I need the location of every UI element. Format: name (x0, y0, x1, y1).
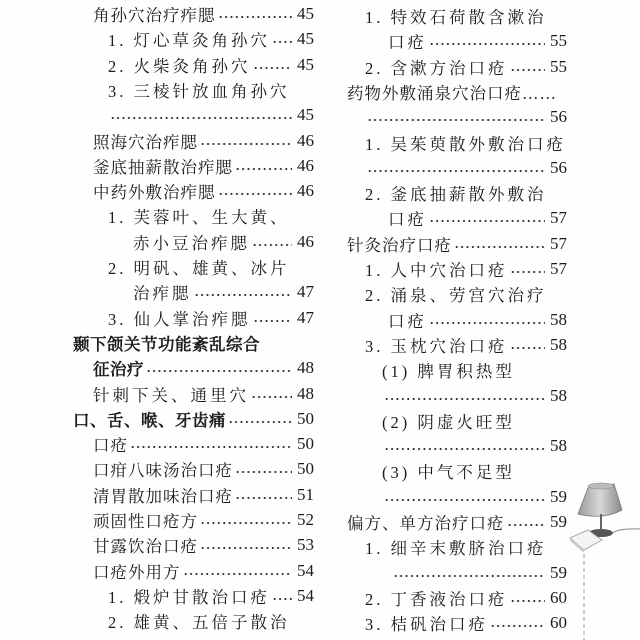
toc-page-number: 45 (297, 54, 314, 74)
toc-page-number: 51 (297, 484, 314, 504)
toc-entry-title: 1. 灯心草灸角孙穴 (108, 31, 270, 51)
toc-page-number: 45 (297, 4, 314, 23)
toc-page-number: 53 (297, 535, 314, 555)
toc-entry[interactable] (382, 358, 515, 382)
toc-entry[interactable] (382, 459, 515, 483)
dot-leader (490, 611, 545, 635)
dot-leader (384, 384, 545, 408)
dot-leader (367, 105, 545, 129)
toc-entry[interactable] (382, 434, 567, 458)
toc-page-number: 54 (297, 585, 314, 605)
toc-page-number: 46 (297, 231, 314, 251)
dot-leader (510, 586, 546, 610)
toc-page-number: 59 (550, 562, 567, 582)
toc-entry-title: 颞下颌关节功能紊乱综合 (73, 334, 260, 354)
toc-entry-title: 针灸治疗口疮 (347, 235, 452, 255)
toc-page-number: 56 (550, 157, 567, 177)
toc-page-number: 46 (297, 155, 314, 175)
toc-entry-title: 治痄腮 (133, 284, 192, 304)
toc-entry-title: 1. 特效石荷散含漱治 (365, 8, 547, 27)
toc-entry[interactable] (388, 206, 567, 230)
toc-entry[interactable] (365, 535, 547, 559)
toc-page-number: 47 (297, 282, 314, 302)
toc-page-number: 60 (550, 613, 567, 633)
toc-entry-title: 口疮 (388, 311, 427, 331)
toc-entry-title: (2) 阴虚火旺型 (382, 412, 515, 432)
toc-entry[interactable] (388, 308, 567, 332)
toc-entry-title: 顽固性口疮方 (93, 512, 198, 531)
toc-page-number: 48 (297, 358, 314, 378)
toc-page-number: 57 (550, 208, 567, 228)
toc-entry[interactable] (365, 282, 547, 306)
toc-page-number: 55 (550, 31, 567, 51)
toc-entry-title: 2. 涌泉、劳宫穴治疗 (365, 286, 547, 306)
toc-page-number: 57 (550, 233, 567, 253)
toc-entry[interactable] (382, 485, 567, 509)
toc-entry[interactable] (365, 105, 567, 129)
toc-entry[interactable] (365, 181, 547, 205)
toc-entry-title: 针刺下关、通里穴 (93, 385, 249, 405)
toc-page-number: 46 (297, 181, 314, 201)
toc-page-number: 54 (297, 560, 314, 580)
toc-page-number: 48 (297, 383, 314, 403)
toc-page-number: 50 (297, 459, 314, 479)
toc-entry-title: 2. 釜底抽薪散外敷治 (365, 185, 547, 205)
toc-entry-title: 照海穴治痄腮 (93, 132, 198, 152)
toc-entry[interactable] (382, 384, 567, 408)
toc-entry-title: 3. 玉枕穴治口疮 (365, 336, 508, 356)
toc-entry-title: 口疮 (388, 33, 427, 53)
dot-leader (384, 434, 545, 458)
toc-page-number: 56 (550, 107, 567, 127)
toc-entry-title: 1. 煅炉甘散治口疮 (108, 587, 270, 607)
dot-leader (507, 510, 546, 534)
dot-leader (384, 485, 545, 509)
dot-leader (454, 232, 545, 256)
toc-entry-title: 口疮 (388, 210, 427, 230)
toc-page-number: 60 (550, 587, 567, 607)
toc-entry-title: 清胃散加味治口疮 (93, 486, 233, 506)
toc-page-number: 58 (550, 309, 567, 329)
toc-page-number: 50 (297, 408, 314, 428)
toc-entry[interactable] (382, 409, 515, 433)
toc-entry-title: 2. 明矾、雄黄、冰片 (108, 259, 290, 278)
toc-page-number: 58 (550, 334, 567, 354)
toc-entry[interactable] (365, 131, 566, 155)
toc-entry-title: 角孙穴治疗痄腮 (93, 6, 216, 25)
toc-entry[interactable] (388, 29, 567, 53)
toc-page-number: 59 (550, 512, 567, 531)
toc-entry-title: 口、舌、喉、牙齿痛 (73, 410, 226, 430)
toc-entry-title: 2. 含漱方治口疮 (365, 58, 508, 78)
toc-page-number: 45 (297, 29, 314, 49)
toc-entry-title: 1. 吴茱萸散外敷治口疮 (365, 134, 566, 154)
dot-leader (429, 29, 545, 53)
desk-lamp-illustration (568, 478, 640, 640)
toc-entry-title: 口疮 (93, 436, 128, 456)
toc-entry-title: 1. 芙蓉叶、生大黄、 (108, 208, 290, 228)
toc-entry-title: 1. 人中穴治口疮 (365, 261, 508, 280)
dot-leader (429, 206, 545, 230)
toc-page-number: 58 (550, 436, 567, 456)
toc-entry[interactable] (365, 4, 547, 28)
toc-entry-title: 口疳八味汤治口疮 (93, 461, 233, 481)
toc-entry[interactable] (365, 586, 567, 610)
toc-entry[interactable] (365, 55, 567, 79)
toc-entry-title: 甘露饮治口疮 (93, 537, 198, 557)
toc-entry[interactable] (365, 611, 567, 635)
toc-entry[interactable] (347, 510, 567, 534)
toc-entry-title: 征治疗 (93, 360, 144, 380)
toc-entry-title: 1. 细辛末敷脐治口疮 (365, 539, 547, 559)
dot-leader (510, 257, 546, 281)
toc-entry-title: 2. 雄黄、五倍子散治 (108, 613, 290, 633)
toc-page-number: 55 (550, 56, 567, 76)
toc-entry-title: 偏方、单方治疗口疮 (347, 514, 505, 533)
toc-entry-title: 中药外敷治痄腮 (93, 183, 216, 203)
dot-leader (510, 333, 546, 357)
dot-leader (367, 156, 545, 180)
toc-entry[interactable] (347, 80, 557, 104)
toc-entry-title: 2. 丁香液治口疮 (365, 589, 508, 609)
toc-entry[interactable] (365, 257, 567, 281)
toc-entry[interactable] (347, 232, 567, 256)
toc-entry-title: 3. 仙人掌治痄腮 (108, 309, 251, 329)
toc-entry-title: 3. 三棱针放血角孙穴 (108, 81, 290, 101)
toc-page-number: 50 (297, 434, 314, 454)
toc-page-number: 46 (297, 130, 314, 150)
toc-entry-title: (3) 中气不足型 (382, 463, 515, 483)
toc-entry[interactable] (365, 156, 567, 180)
toc-page-number: 47 (297, 307, 314, 327)
toc-page-number: 52 (297, 510, 314, 529)
toc-entry-title: 口疮外用方 (93, 562, 181, 582)
dot-leader (429, 308, 545, 332)
toc-page-number: 45 (297, 105, 314, 125)
toc-page-number: 58 (550, 385, 567, 405)
toc-entry[interactable] (391, 561, 567, 585)
toc-entry-title: 釜底抽薪散治痄腮 (93, 157, 233, 177)
toc-entry[interactable] (365, 333, 567, 357)
toc-entry-title: 3. 桔矾治口疮 (365, 615, 488, 635)
toc-entry-title: 药物外敷涌泉穴治口疮…… (347, 83, 557, 103)
toc-entry-title: 2. 火柴灸角孙穴 (108, 56, 251, 76)
toc-page-number: 57 (550, 259, 567, 278)
toc-entry-title: 赤小豆治痄腮 (133, 233, 250, 253)
toc-entry-title: (1) 脾胃积热型 (382, 362, 515, 382)
toc-page-number: 59 (550, 486, 567, 506)
dot-leader (510, 55, 546, 79)
dot-leader (393, 561, 545, 585)
